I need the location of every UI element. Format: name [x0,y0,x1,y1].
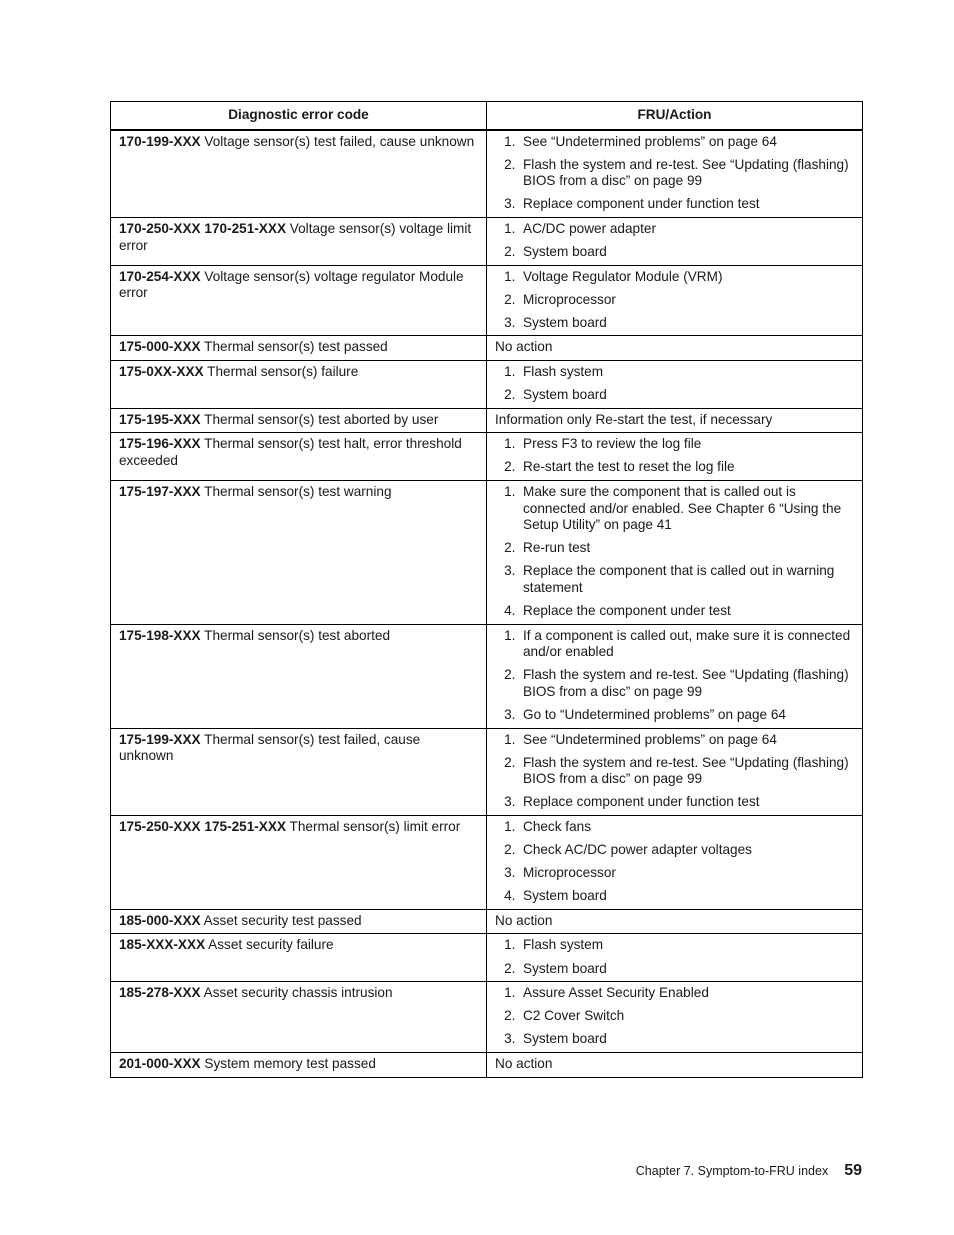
action-text: Microprocessor [523,291,616,307]
action-item [495,732,856,749]
fru-action-cell [487,361,863,409]
header-fru-action: FRU/Action [487,102,863,130]
action-item [495,667,856,700]
action-item [495,842,856,859]
header-diagnostic-error-code: Diagnostic error code [111,102,487,130]
error-code-cell [111,816,487,910]
action-text: Flash the system and re-test. See “Updating (flashing) BIOS from a disc” on page 99 [523,156,849,189]
fru-action-cell [487,217,863,265]
error-description: Thermal sensor(s) test aborted by user [204,411,439,427]
error-code-cell [111,217,487,265]
error-code-cell [111,909,487,934]
error-code-cell [111,982,487,1053]
table-header-row [111,102,863,130]
table-row [111,624,863,728]
action-number: 3. [504,314,523,330]
error-code: 175-0XX-XXX [119,364,204,380]
action-number: 2. [504,667,523,683]
action-text: Flash system [523,364,604,380]
error-code-cell [111,934,487,982]
action-text: Voltage Regulator Module (VRM) [523,268,723,284]
action-text: System board [523,244,607,260]
action-text: Check fans [523,819,592,834]
error-code: 185-000-XXX [119,912,201,928]
error-code: 175-199-XXX [119,731,201,747]
action-text: System board [523,314,607,330]
action-number: 2. [504,1008,523,1024]
chapter-title: Chapter 7. Symptom-to-FRU index [635,1164,829,1178]
diagnostic-error-table [110,101,863,1078]
action-number: 1. [504,364,523,380]
table-row [111,408,863,433]
action-list [495,221,856,261]
action-item [495,364,856,381]
action-text: Information only Re-start the test, if necessary [495,411,773,427]
action-number: 2. [504,754,523,770]
action-item [495,819,856,836]
fru-action-cell [487,336,863,361]
action-number: 3. [504,865,523,881]
action-item [495,269,856,286]
action-number: 1. [504,627,523,643]
fru-action-cell [487,433,863,481]
error-code-cell [111,481,487,625]
error-description: Thermal sensor(s) failure [207,364,359,380]
action-text: Microprocessor [523,865,616,881]
action-text: No action [495,1055,553,1071]
action-item [495,540,856,557]
fru-action-cell [487,481,863,625]
action-text: See “Undetermined problems” on page 64 [523,133,777,149]
action-text: System board [523,1031,607,1047]
action-number: 2. [504,459,523,475]
action-item [495,603,856,620]
error-description: Thermal sensor(s) limit error [289,819,461,834]
error-code-cell [111,624,487,728]
table-row [111,361,863,409]
action-text: Check AC/DC power adapter voltages [523,842,752,858]
action-list [495,269,856,332]
action-number: 3. [504,794,523,810]
action-text: Go to “Undetermined problems” on page 64 [523,707,786,723]
action-number: 1. [504,268,523,284]
action-number: 1. [504,937,523,953]
fru-action-cell [487,934,863,982]
action-text: Re-start the test to reset the log file [523,459,735,475]
action-item [495,1031,856,1048]
table-row [111,433,863,481]
table-row [111,481,863,625]
action-list [495,484,856,620]
error-description: Thermal sensor(s) test failed, cause unknown [119,731,421,764]
action-item [495,794,856,811]
error-code: 175-250-XXX 175-251-XXX [119,819,287,834]
fru-action-cell [487,130,863,218]
action-item [495,196,856,213]
action-list [495,436,856,476]
error-description: Voltage sensor(s) voltage regulator Module error [119,268,464,301]
action-text: Replace component under function test [523,794,760,810]
action-number: 1. [504,436,523,452]
error-code: 175-195-XXX [119,411,201,427]
action-item [495,755,856,788]
fru-action-cell [487,408,863,433]
fru-action-cell [487,982,863,1053]
action-item [495,134,856,151]
action-text: AC/DC power adapter [523,220,656,236]
action-item [495,628,856,661]
action-list [495,364,856,404]
action-number: 3. [504,563,523,579]
action-number: 1. [504,220,523,236]
table-row [111,934,863,982]
action-text: System board [523,960,607,976]
error-code-cell [111,361,487,409]
action-number: 1. [504,133,523,149]
page-footer [636,1162,862,1180]
action-item [495,459,856,476]
action-list [495,134,856,213]
fru-action-cell [487,909,863,934]
error-description: Thermal sensor(s) test passed [204,339,388,355]
fru-action-cell [487,728,863,815]
action-number: 2. [504,244,523,260]
fru-action-cell [487,816,863,910]
action-text: No action [495,339,553,355]
action-number: 1. [504,731,523,747]
page-number: 59 [844,1162,862,1179]
fru-action-cell [487,265,863,336]
action-item [495,707,856,724]
error-code: 175-197-XXX [119,484,201,499]
action-item [495,157,856,190]
table-row [111,217,863,265]
error-code: 170-250-XXX 170-251-XXX [119,220,287,236]
error-code: 175-000-XXX [119,339,201,355]
action-number: 3. [504,1031,523,1047]
error-code: 170-254-XXX [119,268,201,284]
action-item [495,244,856,261]
fru-action-cell [487,624,863,728]
action-number: 2. [504,842,523,858]
action-number: 3. [504,707,523,723]
action-number: 1. [504,985,523,1001]
action-text: System board [523,387,607,403]
table-row [111,982,863,1053]
action-list [495,819,856,905]
action-text: Flash the system and re-test. See “Updating (flashing) BIOS from a disc” on page 99 [523,754,849,787]
action-item [495,865,856,882]
error-code: 170-199-XXX [119,133,201,149]
action-text: Replace component under function test [523,196,760,212]
error-code: 185-XXX-XXX [119,937,206,953]
action-text: If a component is called out, make sure it is connected and/or enabled [523,627,851,660]
table-body [111,130,863,1077]
action-number: 4. [504,603,523,619]
action-text: Assure Asset Security Enabled [523,985,709,1001]
table-row [111,336,863,361]
error-code: 201-000-XXX [119,1055,201,1071]
action-text: Flash the system and re-test. See “Updating (flashing) BIOS from a disc” on page 99 [523,667,849,699]
action-item [495,888,856,905]
action-item [495,985,856,1002]
error-code-cell [111,433,487,481]
error-code-cell [111,728,487,815]
action-list [495,985,856,1048]
error-code-cell [111,336,487,361]
table-row [111,909,863,934]
error-code: 185-278-XXX [119,985,201,1001]
error-code-cell [111,408,487,433]
error-code-cell [111,265,487,336]
error-description: System memory test passed [204,1055,376,1071]
table-row [111,1052,863,1077]
action-item [495,387,856,404]
action-list [495,628,856,724]
action-text: Replace the component under test [523,603,731,619]
action-item [495,1008,856,1025]
action-text: No action [495,912,553,928]
error-description: Thermal sensor(s) test warning [204,484,392,499]
action-number: 2. [504,387,523,403]
error-code: 175-198-XXX [119,627,201,643]
table-row [111,130,863,218]
action-number: 2. [504,291,523,307]
error-description: Thermal sensor(s) test halt, error threshold exceeded [119,436,462,468]
table-row [111,265,863,336]
action-number: 2. [504,960,523,976]
action-item [495,315,856,332]
error-code-cell [111,130,487,218]
action-number: 4. [504,888,523,904]
action-item [495,292,856,309]
action-text: System board [523,888,607,904]
action-text: C2 Cover Switch [523,1008,625,1024]
error-code: 175-196-XXX [119,436,201,452]
action-item [495,961,856,978]
error-description: Voltage sensor(s) test failed, cause unknown [204,133,475,149]
action-text: Press F3 to review the log file [523,436,702,452]
action-text: Replace the component that is called out in warning statement [523,563,835,595]
action-item [495,221,856,238]
error-description: Thermal sensor(s) test aborted [204,627,391,643]
action-number: 2. [504,156,523,172]
error-description: Voltage sensor(s) voltage limit error [119,220,472,253]
action-number: 2. [504,540,523,556]
action-item [495,436,856,453]
error-description: Asset security failure [208,937,334,953]
action-text: Make sure the component that is called out is connected and/or enabled. See Chapter 6 “Using the Setup Utility” on page 41 [523,484,842,533]
table-row [111,816,863,910]
fru-action-cell [487,1052,863,1077]
error-description: Asset security test passed [203,912,362,928]
action-item [495,937,856,954]
action-list [495,937,856,977]
action-item [495,563,856,596]
action-list [495,732,856,811]
action-text: See “Undetermined problems” on page 64 [523,731,777,747]
action-text: Flash system [523,937,604,953]
error-description: Asset security chassis intrusion [203,985,393,1001]
action-number: 1. [504,819,523,834]
table-row [111,728,863,815]
action-number: 3. [504,196,523,212]
action-text: Re-run test [523,540,591,556]
error-code-cell [111,1052,487,1077]
action-number: 1. [504,484,523,499]
action-item [495,484,856,534]
